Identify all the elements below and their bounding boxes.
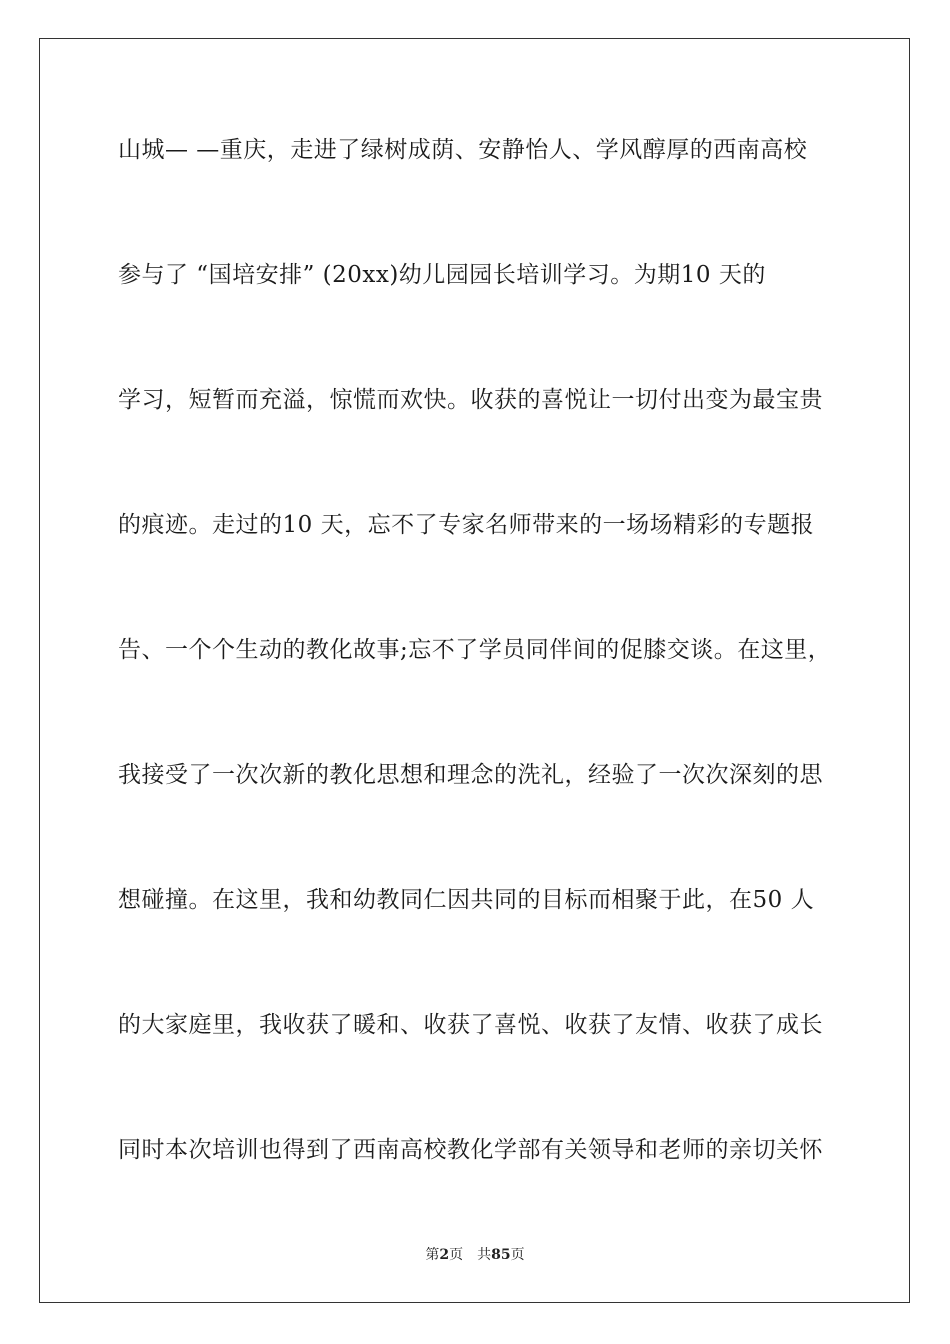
body-text-line-3: 学习，短暂而充溢，惊慌而欢快。收获的喜悦让一切付出变为最宝贵 (118, 387, 823, 413)
body-text-line-6: 我接受了一次次新的教化思想和理念的洗礼，经验了一次次深刻的思 (118, 762, 823, 788)
body-text-line-8: 的大家庭里，我收获了暖和、收获了喜悦、收获了友情、收获了成长 (118, 1012, 823, 1038)
total-suffix: 页 (510, 1247, 525, 1263)
body-text-line-9: 同时本次培训也得到了西南高校教化学部有关领导和老师的亲切关怀 (118, 1137, 823, 1163)
page-prefix: 第 (425, 1247, 440, 1263)
body-text-line-4: 的痕迹。走过的10 天，忘不了专家名师带来的一场场精彩的专题报 (118, 512, 815, 538)
page-number: 2 (439, 1247, 450, 1263)
body-text-line-7: 想碰撞。在这里，我和幼教同仁因共同的目标而相聚于此，在50 人 (118, 887, 815, 913)
page-suffix: 页 (449, 1247, 464, 1263)
body-text-line-5: 告、一个个生动的教化故事;忘不了学员同伴间的促膝交谈。在这里， (118, 637, 832, 663)
page-footer (0, 1245, 950, 1265)
total-pages: 85 (491, 1247, 511, 1263)
body-text-line-2: 参与了 “国培安排” (20xx)幼儿园园长培训学习。为期10 天的 (118, 262, 766, 288)
page-border (39, 38, 910, 1303)
total-prefix: 共 (477, 1247, 492, 1263)
body-text-line-1: 山城— —重庆，走进了绿树成荫、安静怡人、学风醇厚的西南高校 (118, 137, 808, 163)
